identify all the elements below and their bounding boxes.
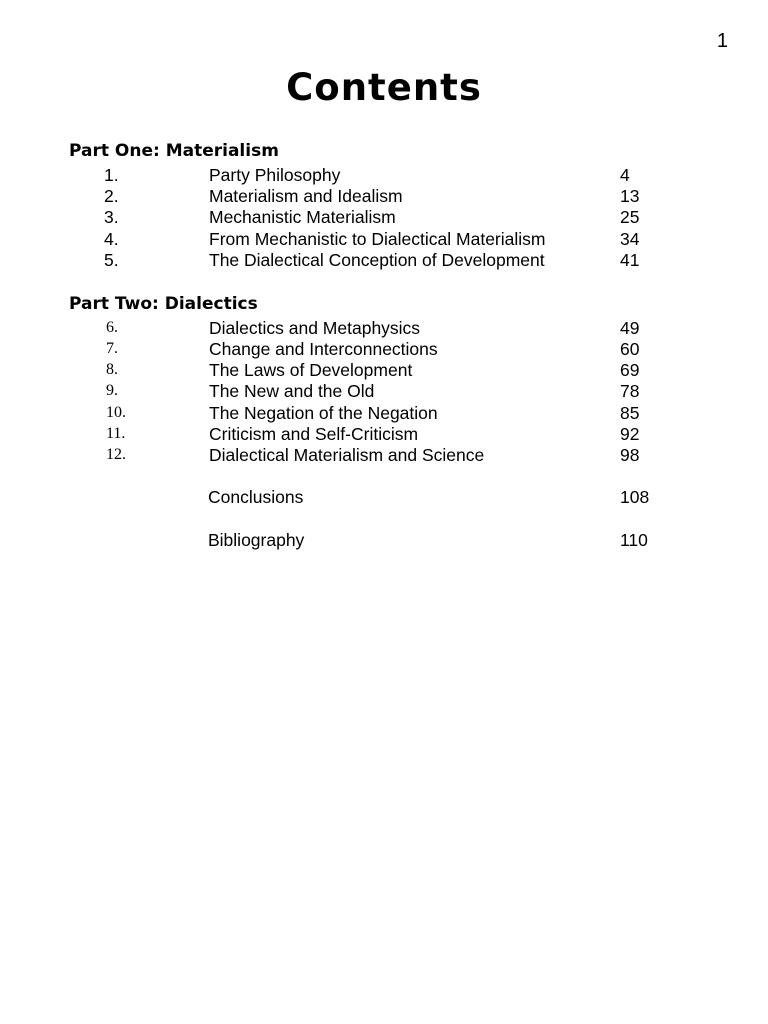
entry-title: From Mechanistic to Dialectical Materialism <box>209 229 546 249</box>
toc-entry[interactable] <box>0 359 768 381</box>
toc-entry-bibliography[interactable] <box>0 529 768 551</box>
entry-title: Bibliography <box>208 530 305 550</box>
entry-page: 85 <box>620 403 640 423</box>
entry-title: Mechanistic Materialism <box>209 207 396 227</box>
entry-number: 7. <box>106 340 118 357</box>
entry-page: 4 <box>620 165 630 185</box>
entry-title: Criticism and Self-Criticism <box>209 424 419 444</box>
toc-entry[interactable] <box>0 249 768 271</box>
entry-title: The Laws of Development <box>209 360 413 380</box>
toc-entry[interactable] <box>0 228 768 250</box>
entry-title: Dialectics and Metaphysics <box>209 318 421 338</box>
page-title: Contents <box>286 66 482 109</box>
entry-page: 69 <box>620 360 640 380</box>
entry-page: 60 <box>620 339 640 359</box>
entry-number: 1. <box>104 165 119 185</box>
toc-entry[interactable] <box>0 185 768 207</box>
entry-title: Party Philosophy <box>209 165 341 185</box>
entry-page: 78 <box>620 381 640 401</box>
entry-number: 8. <box>106 361 118 378</box>
entry-number: 11. <box>106 425 126 442</box>
entry-page: 41 <box>620 250 640 270</box>
entry-number: 6. <box>106 319 118 336</box>
toc-entry[interactable] <box>0 423 768 445</box>
entry-number: 5. <box>104 250 119 270</box>
page-number: 1 <box>716 30 728 52</box>
entry-page: 25 <box>620 207 640 227</box>
entry-number: 12. <box>106 446 126 463</box>
entry-number: 3. <box>104 207 119 227</box>
toc-entry[interactable] <box>0 164 768 186</box>
part-two-heading: Part Two: Dialectics <box>69 294 258 314</box>
entry-title: The Negation of the Negation <box>209 403 438 423</box>
toc-entry[interactable] <box>0 206 768 228</box>
toc-entry[interactable] <box>0 402 768 424</box>
entry-title: Conclusions <box>208 487 304 507</box>
entry-number: 2. <box>104 186 119 206</box>
toc-entry-conclusions[interactable] <box>0 486 768 508</box>
entry-number: 10. <box>106 404 126 421</box>
toc-entry[interactable] <box>0 317 768 339</box>
entry-title: The New and the Old <box>209 381 375 401</box>
entry-title: Dialectical Materialism and Science <box>209 445 485 465</box>
entry-number: 9. <box>106 382 118 399</box>
entry-page: 108 <box>620 487 650 507</box>
entry-page: 98 <box>620 445 640 465</box>
entry-title: The Dialectical Conception of Development <box>209 250 545 270</box>
toc-entry[interactable] <box>0 338 768 360</box>
entry-page: 34 <box>620 229 640 249</box>
part-one-heading: Part One: Materialism <box>69 141 279 161</box>
toc-entry[interactable] <box>0 380 768 402</box>
entry-title: Change and Interconnections <box>209 339 438 359</box>
entry-page: 92 <box>620 424 640 444</box>
toc-entry[interactable] <box>0 444 768 466</box>
entry-page: 49 <box>620 318 640 338</box>
entry-title: Materialism and Idealism <box>209 186 403 206</box>
entry-number: 4. <box>104 229 119 249</box>
entry-page: 110 <box>620 530 648 550</box>
entry-page: 13 <box>620 186 640 206</box>
